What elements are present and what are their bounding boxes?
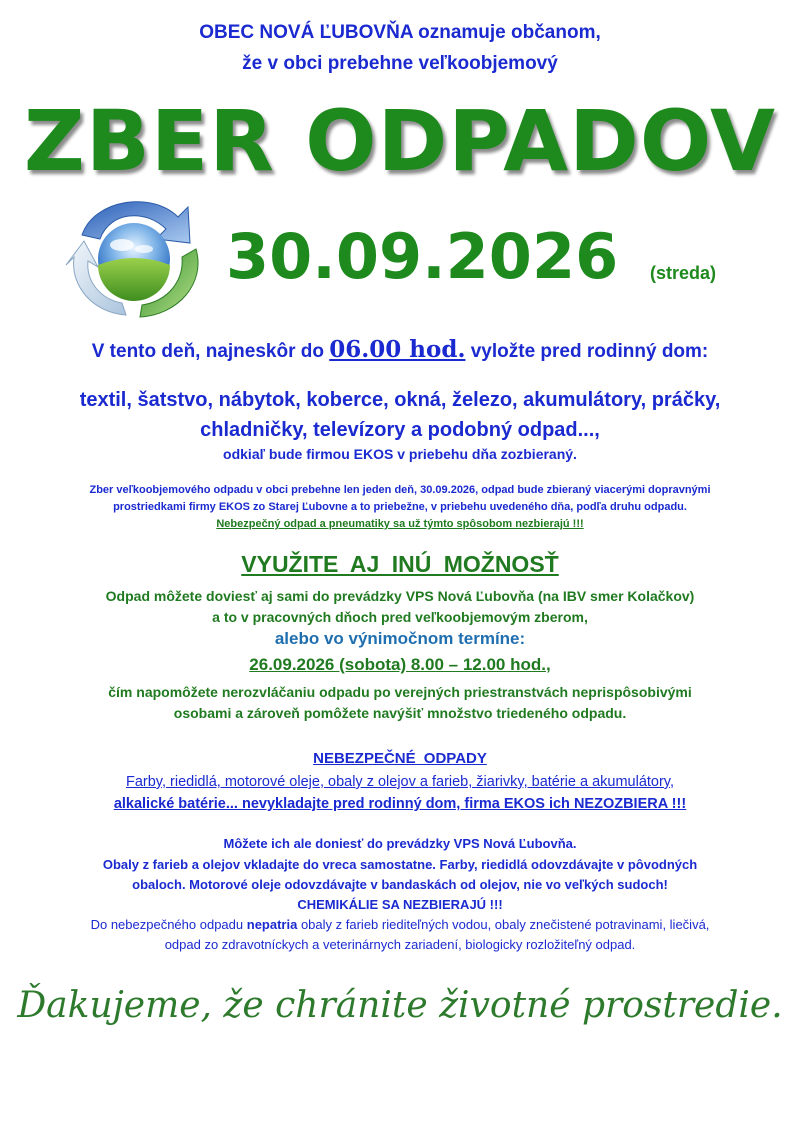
thanks-message: Ďakujeme, že chránite životné prostredie. — [17, 985, 783, 1026]
option-line-2: a to v pracovných dňoch pred veľkoobjemovým zberom, — [212, 609, 588, 625]
intro-hour: 06.00 hod. — [329, 336, 466, 363]
hazard-line-7-after: obaly z farieb riediteľných vodou, obaly znečistené potravinami, liečivá, — [300, 917, 710, 932]
hazard-line-8: odpad zo zdravotníckych a veterinárnych zariadení, biologicky rozložiteľný odpad. — [164, 937, 636, 952]
hazard-line-6: CHEMIKÁLIE SA NEZBIERAJÚ !!! — [297, 897, 503, 912]
hazard-heading: NEBEZPEČNÉ ODPADY — [313, 750, 487, 767]
option-heading: VYUŽITE AJ INÚ MOŽNOSŤ — [241, 551, 559, 577]
hazard-line-3: Môžete ich ale doniesť do prevádzky VPS Nová Ľubovňa. — [223, 836, 577, 851]
recycle-logo-icon — [60, 187, 208, 321]
hazard-line-7 — [0, 917, 800, 932]
items-line-2: chladničky, televízory a podobný odpad..., — [200, 419, 600, 441]
option-line-6: osobami a zároveň pomôžete navýšiť množstvo triedeného odpadu. — [173, 705, 627, 721]
hazard-line-7-before: Do nebezpečného odpadu — [90, 917, 244, 932]
hazard-line-1: Farby, riedidlá, motorové oleje, obaly z olejov a farieb, žiarivky, batérie a akumulátory, — [125, 774, 675, 790]
items-line-3: odkiaľ bude firmou EKOS v priebehu dňa zozbieraný. — [223, 446, 577, 462]
notice-line-3: Nebezpečný odpad a pneumatiky sa už týmto spôsobom nezbierajú !!! — [216, 518, 584, 530]
hazard-line-7-bold: nepatria — [246, 917, 298, 932]
header-line-1: OBEC NOVÁ ĽUBOVŇA oznamuje občanom, — [199, 22, 601, 43]
option-line-3: alebo vo výnimočnom termíne: — [274, 629, 526, 648]
collection-weekday: (streda) — [650, 263, 717, 283]
hazard-line-2: alkalické batérie... nevykladajte pred rodinný dom, firma EKOS ich NEZOZBIERA !!! — [113, 796, 687, 812]
intro-before: V tento deň, najneskôr do — [91, 341, 324, 362]
header-line-2: že v obci prebehne veľkoobjemový — [242, 53, 558, 74]
items-line-1: textil, šatstvo, nábytok, koberce, okná, železo, akumulátory, práčky, — [79, 389, 721, 411]
notice-line-1: Zber veľkoobjemového odpadu v obci prebehne len jeden deň, 30.09.2026, odpad bude zbieraný viacerými dopravnými — [89, 484, 711, 496]
hazard-line-5: obaloch. Motorové oleje odovzdávajte v bandaskách od olejov, nie vo veľkých sudoch! — [132, 877, 668, 892]
notice-line-2: prostriedkami firmy EKOS zo Starej Ľubovne a to priebežne, v priebehu uvedeného dňa, podľa druhu odpadu. — [113, 501, 687, 513]
collection-date: 30.09.2026 — [226, 220, 619, 293]
option-line-5: čím napomôžete nerozvláčaniu odpadu po verejných priestranstvách neprispôsobivými — [108, 684, 692, 700]
page-title: ZBER ODPADOV — [23, 92, 777, 190]
hazard-line-4: Obaly z farieb a olejov vkladajte do vreca samostatne. Farby, riedidlá odovzdávajte v pôvodných — [102, 857, 698, 872]
option-line-4: 26.09.2026 (sobota) 8.00 – 12.00 hod., — [249, 655, 551, 674]
intro-after: vyložte pred rodinný dom: — [470, 341, 709, 362]
intro-line — [0, 336, 800, 363]
option-line-1: Odpad môžete doviesť aj sami do prevádzky VPS Nová Ľubovňa (na IBV smer Kolačkov) — [105, 588, 695, 604]
